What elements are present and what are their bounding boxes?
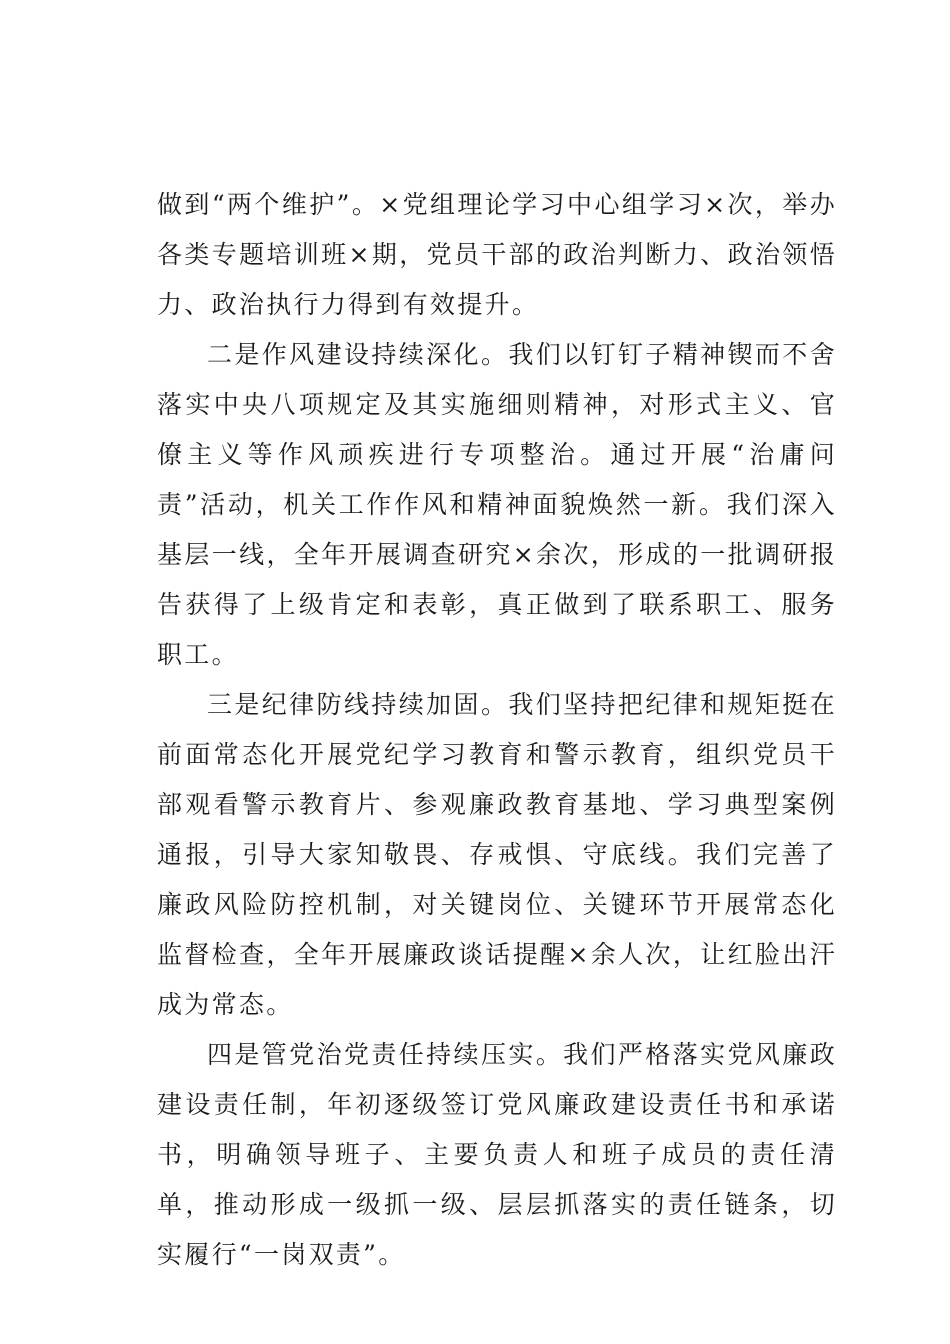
paragraph-continuation: 做到“两个维护”。×党组理论学习中心组学习×次，举办各类专题培训班×期，党员干部的政治判断力、政治领悟力、政治执行力得到有效提升。	[157, 190, 837, 319]
document-body	[157, 180, 837, 1280]
paragraph-work-style: 二是作风建设持续深化。我们以钉钉子精神锲而不舍落实中央八项规定及其实施细则精神，对形式主义、官僚主义等作风顽疾进行专项整治。通过开展“治庸问责”活动，机关工作作风和精神面貌焕然一新。我们深入基层一线，全年开展调查研究×余次，形成的一批调研报告获得了上级肯定和表彰，真正做到了联系职工、服务职工。	[157, 340, 837, 669]
paragraph-discipline: 三是纪律防线持续加固。我们坚持把纪律和规矩挺在前面常态化开展党纪学习教育和警示教育，组织党员干部观看警示教育片、参观廉政教育基地、学习典型案例通报，引导大家知敬畏、存戒惧、守底线。我们完善了廉政风险防控机制，对关键岗位、关键环节开展常态化监督检查，全年开展廉政谈话提醒×余人次，让红脸出汗成为常态。	[157, 690, 837, 1019]
paragraph-responsibility: 四是管党治党责任持续压实。我们严格落实党风廉政建设责任制，年初逐级签订党风廉政建设责任书和承诺书，明确领导班子、主要负责人和班子成员的责任清单，推动形成一级抓一级、层层抓落实的责任链条，切实履行“一岗双责”。	[157, 1040, 837, 1269]
